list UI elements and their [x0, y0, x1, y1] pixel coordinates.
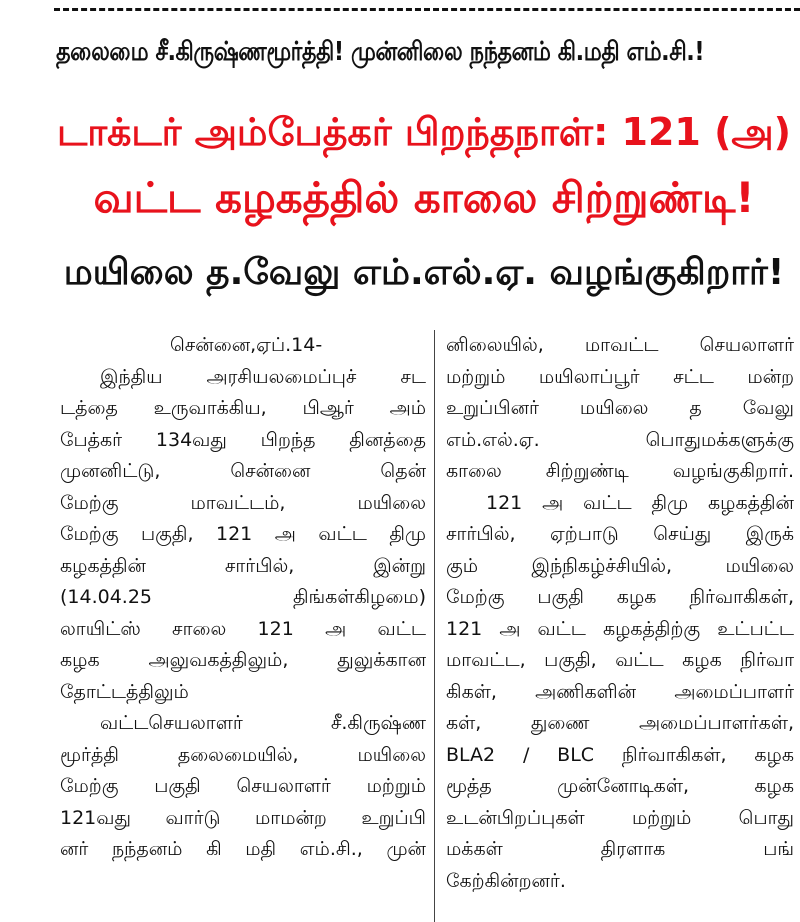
article-line: மேற்கு பகுதி செயலாளர் மற்றும் [60, 775, 426, 797]
article-line: உடன்பிறப்புகள் மற்றும் பொது [446, 806, 794, 829]
article-line: பேத்கர் 134வது பிறந்த தினத்தை [60, 428, 426, 451]
article-line: (14.04.25 திங்கள்கிழமை) [60, 586, 426, 608]
article-line: உறுப்பினர் மயிலை த வேலு [446, 397, 794, 419]
article-line: இந்திய அரசியலமைப்புச் சட [100, 365, 426, 388]
article-line: மூர்த்தி தலைமையில், மயிலை [60, 743, 426, 766]
article-column-left [60, 330, 426, 866]
article-line: மற்றும் மயிலாப்பூர் சட்ட மன்ற [446, 365, 794, 388]
article-line: கள், துணை அமைப்பாளர்கள், [446, 712, 794, 734]
article-line: முனனிட்டு, சென்னை தென் [60, 460, 426, 482]
article-line: லாயிட்ஸ் சாலை 121 அ வட்ட [60, 617, 426, 640]
article-line: 121 அ வட்ட திமு கழகத்தின் [486, 491, 794, 514]
top-dashed-rule [54, 8, 800, 11]
subheadline: மயிலை த.வேலு எம்.எல்.ஏ. வழங்குகிறார்! [63, 252, 785, 293]
article-line: மாவட்ட, பகுதி, வட்ட கழக நிர்வா [446, 649, 794, 671]
article-line: னர் நந்தனம் கி மதி எம்.சி., முன் [60, 838, 426, 860]
article-line: எம்.எல்.ஏ. பொதுமக்களுக்கு [446, 428, 794, 451]
article-line: னிலையில், மாவட்ட செயலாளர் [446, 334, 794, 356]
article-line: கேற்கின்றனர். [446, 869, 566, 892]
kicker-line: தலைமை சீ.கிருஷ்ணமூர்த்தி! முன்னிலை நந்தனம் கி.மதி எம்.சி.! [56, 37, 705, 67]
dateline: சென்னை,ஏப்.14- [170, 334, 323, 356]
article-line: தோட்டத்திலும் [60, 680, 189, 703]
article-line: டத்தை உருவாக்கிய, பிஆர் அம் [60, 397, 426, 419]
headline-line-2: வட்ட கழகத்தில் காலை சிற்றுண்டி! [93, 173, 755, 222]
article-line: மூத்த முன்னோடிகள், கழக [446, 775, 794, 797]
article-line: கும் இந்நிகழ்ச்சியில், மயிலை [446, 554, 794, 577]
article-line: BLA2 / BLC நிர்வாகிகள், கழக [446, 743, 794, 766]
article-line: கிகள், அணிகளின் அமைப்பாளர் [446, 680, 794, 703]
article-line: மேற்கு மாவட்டம், மயிலை [60, 491, 426, 514]
article-line: மேற்கு பகுதி கழக நிர்வாகிகள், [446, 586, 794, 608]
article-line: கழகத்தின் சார்பில், இன்று [60, 554, 426, 577]
article-line: மேற்கு பகுதி, 121 அ வட்ட திமு [60, 523, 426, 545]
article-column-right [446, 330, 794, 897]
article-line: கழக அலுவகத்திலும், துலுக்கான [60, 649, 426, 671]
article-line: வட்டசெயலாளர் சீ.கிருஷ்ண [100, 712, 426, 734]
article-line: மக்கள் திரளாக பங் [446, 838, 794, 860]
article-line: 121 அ வட்ட கழகத்திற்கு உட்பட்ட [446, 617, 794, 640]
article-line: சார்பில், ஏற்பாடு செய்து இருக் [446, 523, 794, 545]
article-line: 121வது வார்டு மாமன்ற உறுப்பி [60, 806, 426, 829]
article-line: காலை சிற்றுண்டி வழங்குகிறார். [446, 460, 794, 482]
column-divider [434, 330, 435, 922]
headline-line-1: டாக்டர் அம்பேத்கர் பிறந்தநாள்: 121 (அ) [56, 110, 792, 154]
